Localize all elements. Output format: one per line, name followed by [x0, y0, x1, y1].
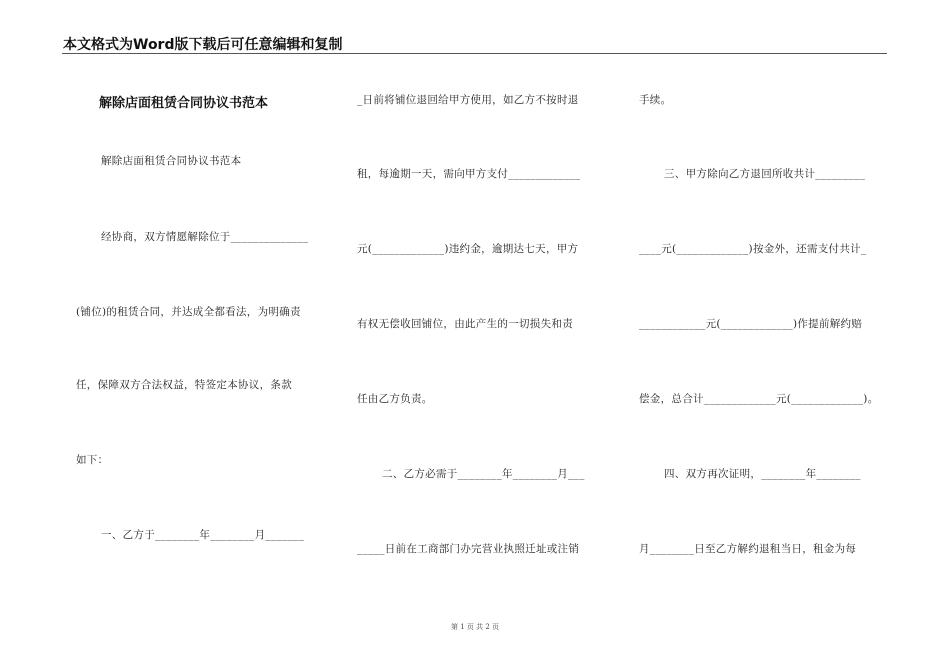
page-number: 第 1 页 共 2 页: [450, 623, 500, 631]
column-3-line: ____________元(_____________)作提前解约赔: [639, 318, 863, 330]
column-3-line: 四、双方再次证明，________年________: [664, 468, 861, 480]
column-2-line: 任由乙方负责。: [357, 393, 433, 405]
header-title: 本文格式为Word版下载后可任意编辑和复制: [63, 37, 343, 53]
column-3-line: ____元(_____________)按金外，还需支付共计_: [639, 243, 867, 255]
column-1-line: 如下：: [76, 454, 109, 466]
column-1-line: (铺位)的租赁合同，并达成全都看法，为明确责: [76, 306, 301, 318]
column-1-line: 经协商，双方情愿解除位于______________: [101, 231, 309, 243]
column-2-line: 二、乙方必需于________年________月___: [382, 468, 585, 480]
column-1-line: 任，保障双方合法权益，特签定本协议，条款: [76, 379, 292, 391]
column-2-line: 租，每逾期一天，需向甲方支付_____________: [357, 168, 581, 180]
column-2-line: 元(_____________)违约金，逾期达七天，甲方: [357, 243, 579, 255]
column-3-line: 月________日至乙方解约退租当日，租金为每: [639, 543, 857, 555]
column-1-line: 解除店面租赁合同协议书范本: [101, 155, 242, 167]
document-title: 解除店面租赁合同协议书范本: [99, 96, 269, 111]
column-3-line: 手续。: [639, 94, 672, 106]
header-divider: [62, 53, 887, 54]
column-2-line: 有权无偿收回铺位，由此产生的一切损失和责: [357, 318, 573, 330]
column-3-line: 偿金，总合计_____________元(_____________)。: [639, 393, 879, 405]
column-1-line: 一、乙方于________年________月_______: [101, 529, 305, 541]
column-2-line: _日前将铺位退回给甲方使用，如乙方不按时退: [357, 94, 579, 106]
column-3-line: 三、甲方除向乙方退回所收共计_________: [664, 168, 866, 180]
column-2-line: _____日前在工商部门办完营业执照迁址或注销: [357, 543, 580, 555]
